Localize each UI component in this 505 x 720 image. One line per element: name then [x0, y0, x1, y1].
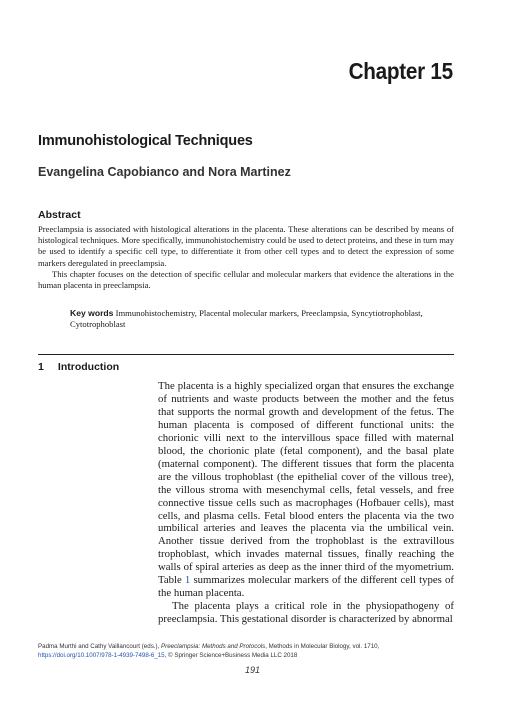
- keywords-text: Immunohistochemistry, Placental molecular markers, Preeclampsia, Syncytiotrophoblast, Cytotrophoblast: [70, 308, 423, 330]
- section-heading: [38, 361, 119, 373]
- body-text-segment: summarizes molecular markers of the different cell types of the human placenta.: [158, 574, 454, 600]
- body-text-segment: The placenta is a highly specialized organ that ensures the exchange of nutrients and waste products between the mother and the fetus that supports the normal growth and development of the fetus. The human placenta is composed of different functional units: the chorionic villi next to the intervillous space filled with maternal blood, the chorionic plate (fetal component), and the basal plate (maternal component). The different tissues that form the placenta are the villous trophoblast (the epithelial cover of the villous tree), the villous stroma with mesenchymal cells, fetal vessels, and free connective tissue cells such as macrophages (Hofbauer cells), mast cells, and plasma cells. Fetal blood enters the placenta via the two umbilical arteries and leaves the placenta via the umbilical vein. Another tissue derived from the trophoblast is the extravillous trophoblast, which invades maternal tissues, finally reaching the walls of spiral arteries as deep as the inner third of the myometrium. Table: [158, 380, 454, 587]
- footer-series: , Methods in Molecular Biology, vol. 1710,: [265, 643, 380, 650]
- section-divider: [38, 354, 454, 355]
- keywords-label: Key words: [70, 308, 114, 318]
- section-title: Introduction: [57, 361, 120, 373]
- footer-book-title: Preeclampsia: Methods and Protocols: [161, 643, 266, 650]
- abstract-body: [38, 224, 454, 291]
- footer-editors: Padma Murthi and Cathy Vaillancourt (eds.),: [38, 643, 162, 650]
- abstract-paragraph: Preeclampsia is associated with histological alterations in the placenta. These alterations can be described by means of histological techniques. More specifically, immunohistochemistry could be used to detect proteins, and these in turn may be used to identify a specific cell type, to differentiate it from other cell types and to detect the expression of some markers deregulated in preeclampsia.: [38, 224, 454, 268]
- abstract-paragraph: This chapter focuses on the detection of specific cellular and molecular markers that evidence the alterations in the human placenta in preeclampsia.: [38, 268, 454, 291]
- body-paragraph: [158, 380, 454, 600]
- table-reference-link[interactable]: 1: [184, 574, 191, 587]
- citation-footer: [38, 643, 458, 660]
- authors: Evangelina Capobianco and Nora Martinez: [38, 165, 291, 179]
- chapter-title: Immunohistological Techniques: [38, 133, 253, 149]
- section-number: 1: [38, 361, 44, 373]
- keywords: [70, 308, 454, 330]
- page-number: 191: [244, 665, 261, 675]
- body-paragraph: The placenta plays a critical role in the physiopathogeny of preeclampsia. This gestational disorder is characterized by abnormal: [158, 600, 454, 626]
- footer-doi-link[interactable]: https://doi.org/10.1007/978-1-4939-7498-6_15: [38, 651, 165, 659]
- abstract-heading: Abstract: [38, 209, 81, 221]
- footer-copyright: , © Springer Science+Business Media LLC 2018: [164, 651, 298, 659]
- body-text: [158, 380, 454, 626]
- chapter-label: Chapter 15: [348, 58, 453, 84]
